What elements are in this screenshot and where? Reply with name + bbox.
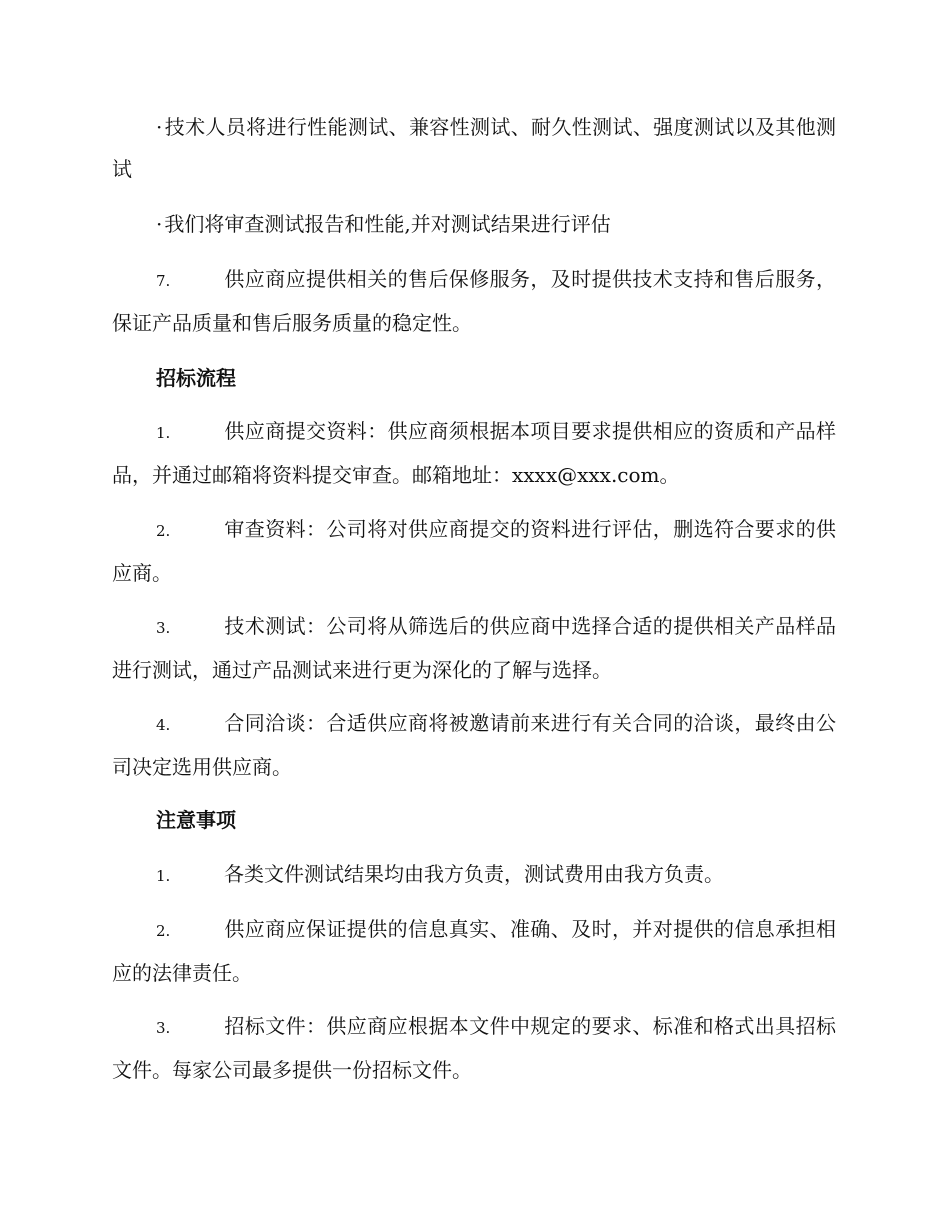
list-item bbox=[112, 508, 836, 594]
bullet-item bbox=[112, 203, 836, 245]
list-number: 4. bbox=[156, 716, 171, 734]
bullet-item bbox=[112, 106, 836, 190]
list-text: 合同洽谈：合适供应商将被邀请前来进行有关合同的洽谈，最终由公司决定选用供应商。 bbox=[112, 711, 836, 779]
list-number: 3. bbox=[156, 619, 171, 637]
list-item bbox=[112, 605, 836, 691]
list-number: 1. bbox=[156, 867, 171, 885]
bullet-mark: · bbox=[156, 212, 163, 236]
list-text: 技术测试：公司将从筛选后的供应商中选择合适的提供相关产品样品进行测试，通过产品测试来进行更为深化的了解与选择。 bbox=[112, 614, 836, 682]
list-text: 供应商应提供相关的售后保修服务，及时提供技术支持和售后服务，保证产品质量和售后服务质量的稳定性。 bbox=[112, 267, 836, 335]
list-text: 审查资料：公司将对供应商提交的资料进行评估，删选符合要求的供应商。 bbox=[112, 517, 836, 585]
section-heading-bidding-process: 招标流程 bbox=[156, 366, 236, 390]
list-item bbox=[112, 853, 836, 897]
list-item bbox=[112, 410, 836, 496]
list-item bbox=[112, 258, 836, 344]
list-item bbox=[112, 702, 836, 788]
section-heading-notes: 注意事项 bbox=[156, 808, 236, 832]
list-text: 供应商提交资料：供应商须根据本项目要求提供相应的资质和产品样品，并通过邮箱将资料提交审查。邮箱地址：xxxx@xxx.com。 bbox=[112, 419, 836, 487]
list-number: 1. bbox=[156, 424, 171, 442]
list-text: 供应商应保证提供的信息真实、准确、及时，并对提供的信息承担相应的法律责任。 bbox=[112, 917, 836, 985]
bullet-text: 技术人员将进行性能测试、兼容性测试、耐久性测试、强度测试以及其他测试 bbox=[112, 115, 836, 181]
list-number: 7. bbox=[156, 272, 171, 290]
list-number: 3. bbox=[156, 1019, 171, 1037]
list-number: 2. bbox=[156, 522, 171, 540]
bullet-text: 我们将审查测试报告和性能,并对测试结果进行评估 bbox=[164, 212, 611, 236]
list-number: 2. bbox=[156, 922, 171, 940]
bullet-mark: · bbox=[156, 115, 163, 139]
list-item bbox=[112, 1005, 836, 1091]
list-text: 招标文件：供应商应根据本文件中规定的要求、标准和格式出具招标文件。每家公司最多提供一份招标文件。 bbox=[112, 1014, 836, 1082]
list-item bbox=[112, 908, 836, 994]
list-text: 各类文件测试结果均由我方负责，测试费用由我方负责。 bbox=[224, 862, 724, 886]
